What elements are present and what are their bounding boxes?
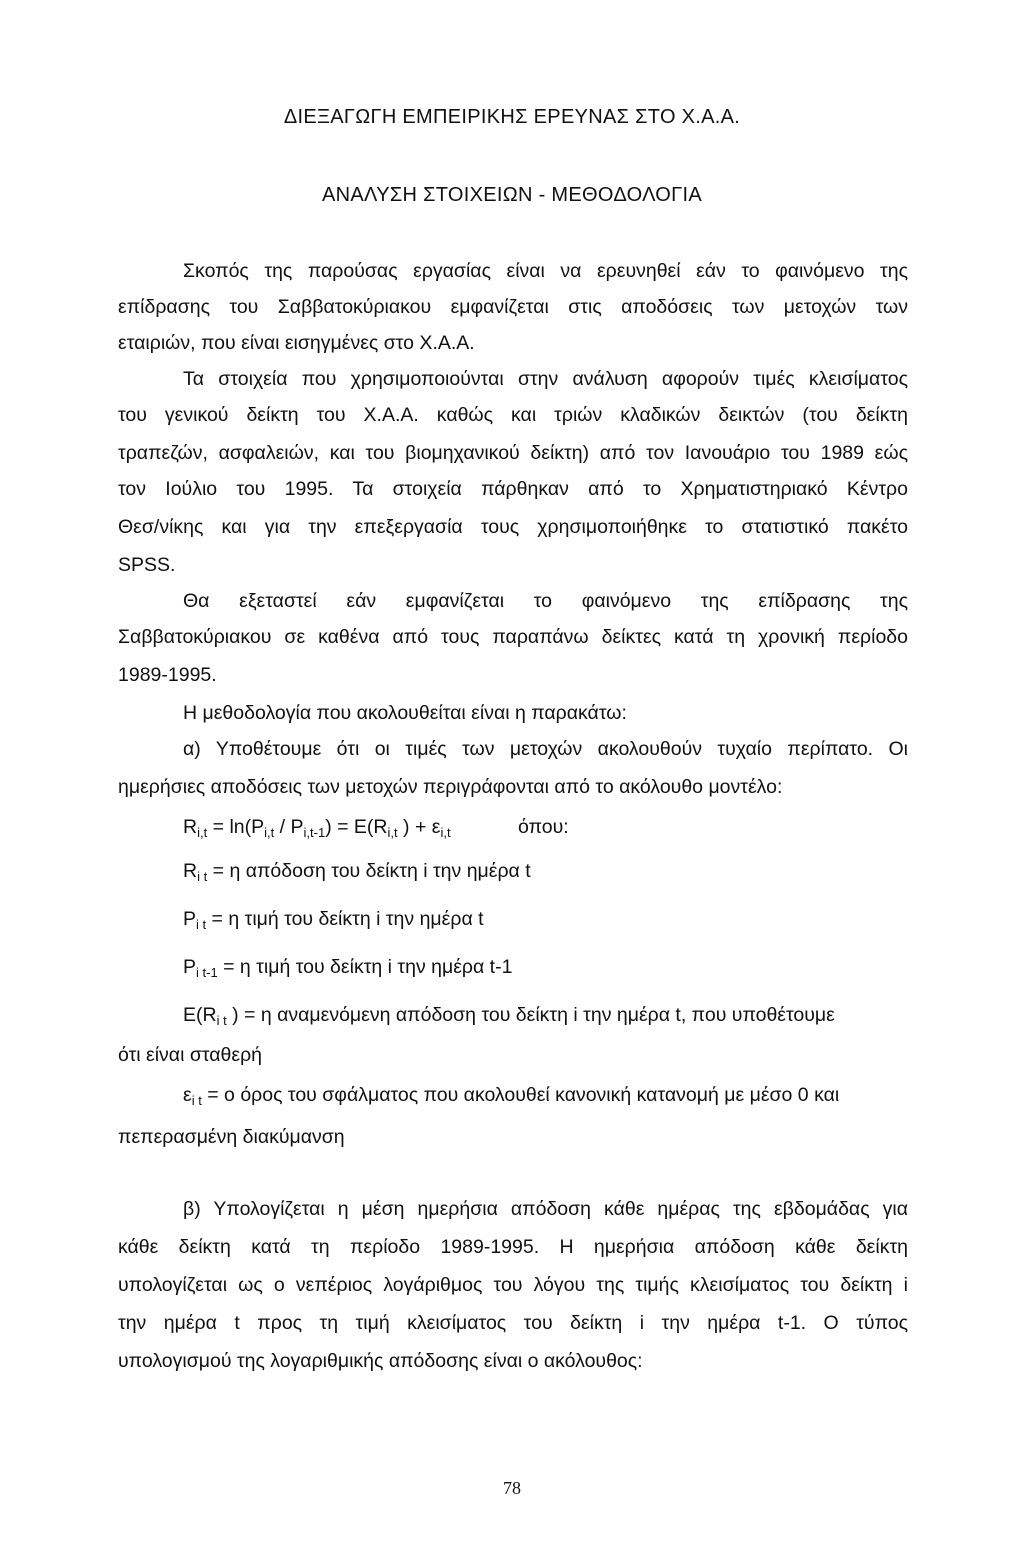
- paragraph-line: ότι είναι σταθερή: [118, 1044, 263, 1066]
- return-formula: $R_{i,t} = \ln(P_{i,t} / P_{i,t-1}) = E(R_{i,t}$ ) + $\varepsilon_{i,t}$: [183, 816, 451, 840]
- paragraph-line: τραπεζών, ασφαλειών, και του βιομηχανικού δείκτη) από τον Ιανουάριο του 1989 εώς: [118, 442, 908, 464]
- paragraph-line: Σαββατοκύριακου σε καθένα από τους παραπάνω δείκτες κατά τη χρονική περίοδο: [118, 626, 908, 648]
- definition-p: $P_{i t} = \eta$ τιμή του δείκτη i την ημέρα t: [183, 908, 484, 932]
- definition-expected: $E(R_{i t}$ ) = η αναμενόμενη απόδοση του δείκτη i την ημέρα t, που υποθέτουμε: [183, 1004, 835, 1028]
- paragraph-line: Θεσ/νίκης και για την επεξεργασία τους χρησιμοποιήθηκε το στατιστικό πακέτο: [118, 516, 908, 538]
- paragraph-line: α) Υποθέτουμε ότι οι τιμές των μετοχών ακολουθούν τυχαίο περίπατο. Οι: [183, 738, 908, 760]
- paragraph-line: ημερήσιες αποδόσεις των μετοχών περιγράφονται από το ακόλουθο μοντέλο:: [118, 776, 783, 798]
- paragraph-line: Σκοπός της παρούσας εργασίας είναι να ερευνηθεί εάν το φαινόμενο της: [183, 260, 908, 282]
- definition-error: $\varepsilon_{i t} = o$ όρος του σφάλματος που ακολουθεί κανονική κατανομή με μέσο 0 και: [183, 1084, 840, 1108]
- paragraph-line: πεπερασμένη διακύμανση: [118, 1126, 345, 1148]
- paragraph-line: του γενικού δείκτη του Χ.Α.Α. καθώς και τριών κλαδικών δεικτών (του δείκτη: [118, 404, 908, 426]
- paragraph-line: Η μεθοδολογία που ακολουθείται είναι η παρακάτω:: [183, 702, 627, 724]
- section-subtitle: ΑΝΑΛΥΣΗ ΣΤΟΙΧΕΙΩΝ - ΜΕΘΟΔΟΛΟΓΙΑ: [322, 184, 702, 206]
- paragraph-line: επίδρασης του Σαββατοκύριακου εμφανίζεται στις αποδόσεις των μετοχών των: [118, 296, 908, 318]
- paragraph-line: υπολογισμού της λογαριθμικής απόδοσης είναι ο ακόλουθος:: [118, 1350, 643, 1372]
- paragraph-line: κάθε δείκτη κατά τη περίοδο 1989-1995. Η ημερήσια απόδοση κάθε δείκτη: [118, 1236, 908, 1258]
- definition-r: $R_{i t} = \eta$ απόδοση του δείκτη i την ημέρα t: [183, 860, 531, 884]
- page-number: 78: [503, 1478, 521, 1498]
- paragraph-line: SPSS.: [118, 554, 176, 576]
- formula-where-label: όπου:: [518, 816, 569, 838]
- paragraph-line: τον Ιούλιο του 1995. Τα στοιχεία πάρθηκαν από το Χρηματιστηριακό Κέντρο: [118, 478, 908, 500]
- page-title: ΔΙΕΞΑΓΩΓΗ ΕΜΠΕΙΡΙΚΗΣ ΕΡΕΥΝΑΣ ΣΤΟ Χ.Α.Α.: [283, 106, 741, 128]
- definition-p-prev: $P_{i t-1} = \eta$ τιμή του δείκτη i την ημέρα t-1: [183, 956, 513, 980]
- paragraph-line: β) Υπολογίζεται η μέση ημερήσια απόδοση κάθε ημέρας της εβδομάδας για: [183, 1198, 908, 1220]
- paragraph-line: Θα εξεταστεί εάν εμφανίζεται το φαινόμενο της επίδρασης της: [183, 590, 908, 612]
- paragraph-line: εταιριών, που είναι εισηγμένες στο Χ.Α.Α.: [118, 332, 475, 354]
- paragraph-line: την ημέρα t προς τη τιμή κλεισίματος του δείκτη i την ημέρα t-1. Ο τύπος: [118, 1312, 908, 1334]
- paragraph-line: 1989-1995.: [118, 664, 217, 686]
- paragraph-line: υπολογίζεται ως ο νεπέριος λογάριθμος του λόγου της τιμής κλεισίματος του δείκτη i: [118, 1274, 908, 1296]
- paragraph-line: Τα στοιχεία που χρησιμοποιούνται στην ανάλυση αφορούν τιμές κλεισίματος: [183, 368, 908, 390]
